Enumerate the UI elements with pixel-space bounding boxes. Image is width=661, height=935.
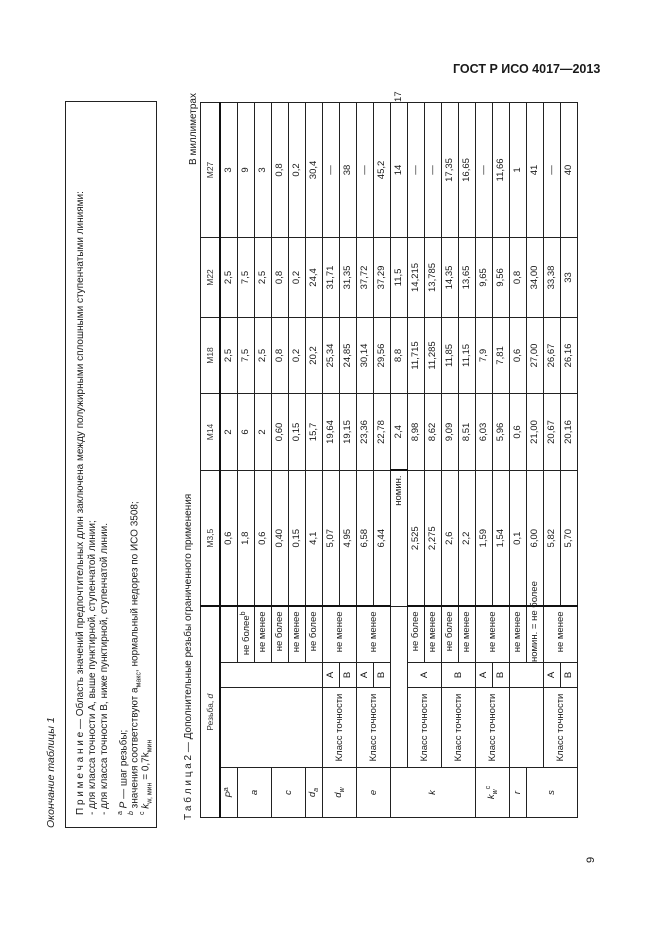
note-line-class-b: - для класса точности В, ниже пунктирной, ступенчатой линии.	[99, 522, 110, 815]
value-cell: 11,5	[391, 237, 408, 317]
value-cell: 2,525	[408, 470, 425, 606]
value-cell: 30,14	[357, 317, 374, 393]
value-cell: 0,15	[289, 470, 306, 606]
value-cell: —	[323, 102, 340, 237]
parameter-symbol: $P^a$	[220, 768, 238, 818]
value-cell: 7,5	[238, 237, 255, 317]
footnote-a: $^a$ P — шаг резьбы;	[117, 729, 130, 815]
value-cell: 31,71	[323, 237, 340, 317]
note-text: — Область значений предпочтительных длин заключена между полужирными сплошными ступенчатыми линиями:	[75, 191, 86, 732]
value-cell: 38	[340, 102, 357, 237]
accuracy-class-label: Класс точности	[476, 688, 510, 768]
table1-continuation-caption: Окончание таблицы 1	[45, 717, 57, 828]
value-cell: 33,38	[544, 237, 561, 317]
value-cell: 7,9	[476, 317, 493, 393]
note-first-line	[76, 191, 86, 815]
accuracy-grade	[220, 663, 323, 688]
accuracy-class-label: Класс точности	[442, 688, 476, 768]
limit-label: не менее	[459, 606, 476, 662]
value-cell: —	[408, 102, 425, 237]
value-cell: 0,8	[510, 237, 527, 317]
limit-label: не менее	[425, 606, 442, 662]
value-cell: 11,285	[425, 317, 442, 393]
value-cell: —	[357, 102, 374, 237]
value-cell: 33	[561, 237, 578, 317]
value-cell: 45,2	[374, 102, 391, 237]
value-cell: 2,5	[220, 317, 238, 393]
value-cell: 0,6	[510, 393, 527, 470]
value-cell: —	[544, 102, 561, 237]
value-cell: 20,2	[306, 317, 323, 393]
table2	[200, 91, 578, 818]
value-cell: 0,6	[220, 470, 238, 606]
value-cell: 0,2	[289, 317, 306, 393]
parameter-symbol: r	[510, 768, 527, 818]
table-row	[510, 102, 527, 817]
value-cell: 0,15	[289, 393, 306, 470]
value-cell: 8,62	[425, 393, 442, 470]
accuracy-grade: B	[442, 663, 476, 688]
value-cell: 2,5	[255, 237, 272, 317]
value-cell: 37,29	[374, 237, 391, 317]
limit-label: не более	[408, 606, 425, 662]
limit-label: не более	[442, 606, 459, 662]
limit-label: не менее	[357, 606, 391, 662]
value-cell: 2,5	[220, 237, 238, 317]
value-cell: 0,8	[272, 237, 289, 317]
value-cell: 11,85	[442, 317, 459, 393]
value-cell: 14	[391, 102, 408, 237]
value-cell: 30,4	[306, 102, 323, 237]
accuracy-grade: A	[357, 663, 374, 688]
value-cell: 24,4	[306, 237, 323, 317]
accuracy-class-label: Класс точности	[323, 688, 357, 768]
parameter-symbol: s	[527, 768, 578, 818]
value-cell: 1	[510, 102, 527, 237]
accuracy-grade: B	[374, 663, 391, 688]
value-cell: 19,64	[323, 393, 340, 470]
value-cell: 9,56	[493, 237, 510, 317]
accuracy-class-label: Класс точности	[408, 688, 442, 768]
value-cell: 13,65	[459, 237, 476, 317]
value-cell: 15,7	[306, 393, 323, 470]
limit-label: не менее	[323, 606, 357, 662]
note-label: П р и м е ч а н и е	[75, 731, 86, 815]
limit-label: не менее	[476, 606, 510, 662]
value-cell: —	[425, 102, 442, 237]
value-cell: 20,16	[561, 393, 578, 470]
value-cell: 27,00	[527, 317, 544, 393]
value-cell: 24,85	[340, 317, 357, 393]
column-header: M22	[201, 237, 221, 317]
page-number: 9	[585, 856, 597, 863]
value-cell: 21,00	[527, 393, 544, 470]
note-line-class-a: - для класса точности А, выше пунктирной, ступенчатой линии;	[87, 520, 98, 815]
value-cell: 41	[527, 102, 544, 237]
value-cell: 4,1	[306, 470, 323, 606]
column-header: M3,5	[201, 470, 221, 606]
limit-label: номин. = не более	[527, 606, 544, 662]
value-cell: 0,2	[289, 237, 306, 317]
value-cell: 2,6	[442, 470, 459, 606]
value-cell: 2	[255, 393, 272, 470]
value-cell: 5,96	[493, 393, 510, 470]
limit-label: не менее	[544, 606, 578, 662]
value-cell: 26,67	[544, 317, 561, 393]
value-cell: 1,54	[493, 470, 510, 606]
value-cell: 8,51	[459, 393, 476, 470]
value-cell: 17,35	[442, 102, 459, 237]
table-row	[220, 102, 238, 817]
value-cell: 0,60	[272, 393, 289, 470]
limit-label: не менее	[289, 606, 306, 662]
value-cell: 0,1	[510, 470, 527, 606]
value-cell: 2	[220, 393, 238, 470]
value-cell: 0,6	[510, 317, 527, 393]
accuracy-grade: A	[323, 663, 340, 688]
value-cell: 11,66	[493, 102, 510, 237]
accuracy-grade: B	[493, 663, 510, 688]
parameter-symbol: $k_w^c$	[476, 768, 510, 818]
parameter-symbol: a	[238, 768, 272, 818]
value-cell: 25,34	[323, 317, 340, 393]
accuracy-class-label: Класс точности	[357, 688, 391, 768]
value-cell: 14,215	[408, 237, 425, 317]
value-cell: 22,78	[374, 393, 391, 470]
value-cell: 23,36	[357, 393, 374, 470]
value-cell: 0,2	[289, 102, 306, 237]
value-cell: 3	[220, 102, 238, 237]
column-header: M14	[201, 393, 221, 470]
value-cell: 8,8	[391, 317, 408, 393]
table-row	[442, 102, 459, 817]
parameter-symbol: c	[272, 768, 306, 818]
footnote-b: $^b$ значения соответствуют $a_{макс}$, нормальный недорез по ИСО 3508;	[128, 501, 143, 815]
value-cell: 0,8	[272, 102, 289, 237]
value-cell: 37,72	[357, 237, 374, 317]
limit-label: не более	[306, 606, 323, 662]
value-cell: 26,16	[561, 317, 578, 393]
value-cell: 7,5	[238, 317, 255, 393]
table-row: k номин. 2,4 8,8 11,5 14 17	[391, 102, 408, 817]
value-cell: 6	[238, 393, 255, 470]
value-cell: 34,00	[527, 237, 544, 317]
value-cell: 2,2	[459, 470, 476, 606]
limit-label: не более$^b$	[238, 606, 255, 662]
value-cell: 2,275	[425, 470, 442, 606]
accuracy-class-label: Класс точности	[544, 688, 578, 768]
table-row	[544, 102, 561, 817]
parameter-symbol: e	[357, 768, 391, 818]
value-cell: 6,44	[374, 470, 391, 606]
value-cell: 4,95	[340, 470, 357, 606]
value-cell: 9	[238, 102, 255, 237]
accuracy-grade: A	[476, 663, 493, 688]
units-label: В миллиметрах	[188, 93, 199, 165]
document-header-title: ГОСТ Р ИСО 4017—2013	[453, 62, 601, 76]
parameter-symbol: $d_w$	[323, 768, 357, 818]
value-cell: 20,67	[544, 393, 561, 470]
accuracy-class-label	[510, 688, 544, 768]
value-cell: 1,59	[476, 470, 493, 606]
value-cell: 6,00	[527, 470, 544, 606]
value-cell: 16,65	[459, 102, 476, 237]
accuracy-grade: B	[561, 663, 578, 688]
value-cell: 9,65	[476, 237, 493, 317]
limit-label	[220, 606, 238, 662]
value-cell: 0,8	[272, 317, 289, 393]
value-cell: 6,58	[357, 470, 374, 606]
value-cell: 40	[561, 102, 578, 237]
value-cell: 0,40	[272, 470, 289, 606]
note-box	[65, 101, 157, 828]
value-cell: —	[476, 102, 493, 237]
limit-label: номин.	[391, 470, 408, 606]
value-cell: 11,15	[459, 317, 476, 393]
table2-header-row	[201, 102, 221, 817]
thread-label: Резьба, d	[201, 606, 221, 817]
value-cell: 29,56	[374, 317, 391, 393]
value-cell: 6,03	[476, 393, 493, 470]
value-cell: 9,09	[442, 393, 459, 470]
limit-label: не более	[272, 606, 289, 662]
value-cell: 8,98	[408, 393, 425, 470]
accuracy-grade: B	[340, 663, 357, 688]
accuracy-class-label	[391, 606, 408, 767]
value-cell: 5,70	[561, 470, 578, 606]
table-row	[357, 102, 374, 817]
value-cell: 11,715	[408, 317, 425, 393]
value-cell: 0,6	[255, 470, 272, 606]
table-row	[323, 102, 340, 817]
value-cell: 5,07	[323, 470, 340, 606]
value-cell: 19,15	[340, 393, 357, 470]
parameter-symbol: $d_a$	[306, 768, 323, 818]
accuracy-grade	[510, 663, 544, 688]
column-header: M18	[201, 317, 221, 393]
parameter-symbol: k	[391, 768, 476, 818]
value-cell: 2,5	[255, 317, 272, 393]
column-header: M27	[201, 102, 221, 237]
value-cell: 31,35	[340, 237, 357, 317]
table-row	[476, 102, 493, 817]
value-cell: 1,8	[238, 470, 255, 606]
value-cell: 3	[255, 102, 272, 237]
value-cell: 7,81	[493, 317, 510, 393]
value-cell: 2,4	[391, 393, 408, 470]
table-row	[408, 102, 425, 817]
value-cell: 13,785	[425, 237, 442, 317]
table2-caption: Т а б л и ц а 2 — Дополнительные резьбы ограниченного применения	[183, 493, 194, 820]
accuracy-grade: A	[544, 663, 561, 688]
accuracy-grade: A	[408, 663, 442, 688]
footnote-c: $^c$ $k_{w, мин} = 0,7k_{мин}$	[139, 739, 154, 815]
limit-label: не менее	[255, 606, 272, 662]
value-cell: 14,35	[442, 237, 459, 317]
accuracy-class-label	[220, 688, 323, 768]
limit-label: не менее	[510, 606, 527, 662]
value-cell: 5,82	[544, 470, 561, 606]
